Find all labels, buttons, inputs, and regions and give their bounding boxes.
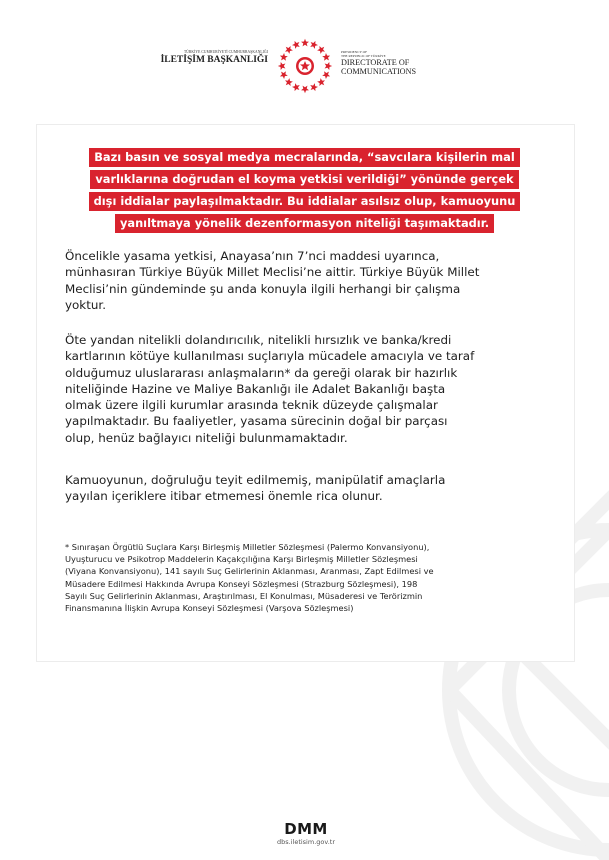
emblem-star-icon bbox=[310, 41, 318, 49]
paragraph-line: olup, henüz bağlayıcı niteliği bulunmamaktadır. bbox=[65, 430, 348, 445]
org-subtitle: TÜRKİYE CUMHURİYETİ CUMHURBAŞKANLIĞI bbox=[183, 50, 268, 54]
org-en-subtitle-1: PRESIDENCY OF bbox=[341, 50, 367, 54]
emblem-star-icon bbox=[278, 62, 286, 70]
paragraph-line: yoktur. bbox=[65, 297, 106, 312]
alert-highlight bbox=[50, 146, 559, 234]
paragraph-line: olduğumuz uluslararası anlaşmaların* da gereği olarak bir hazırlık bbox=[65, 365, 458, 380]
paragraph-public-request bbox=[65, 472, 545, 505]
alert-line: yanıltmaya yönelik dezenformasyon niteliği taşımaktadır. bbox=[115, 214, 494, 233]
org-en-title-2: COMMUNICATIONS bbox=[341, 66, 417, 76]
paragraph-line: yayılan içeriklere itibar etmemesi önemle rica olunur. bbox=[65, 489, 383, 504]
alert-line: dışı iddialar paylaşılmaktadır. Bu iddialar asılsız olup, kamuoyunu bbox=[89, 192, 521, 211]
header-right-org bbox=[341, 50, 481, 76]
header bbox=[0, 30, 609, 100]
paragraph-line: kartlarının kötüye kullanılması suçlarıyla mücadele amacıyla ve taraf bbox=[65, 349, 475, 364]
paragraph-line: münhasıran Türkiye Büyük Millet Meclisi’ne aittir. Türkiye Büyük Millet bbox=[65, 265, 480, 280]
footnote-line: Sayılı Suç Gelirlerinin Aklanması, Araştırılması, El Konulması, Müsaderesi ve Terörizmin bbox=[65, 590, 423, 601]
paragraph-line: niteliğinde Hazine ve Maliye Bakanlığı ile Adalet Bakanlığı başta bbox=[65, 381, 446, 396]
emblem-star-icon bbox=[292, 41, 300, 49]
footnote-line: Finansmanına İlişkin Avrupa Konseyi Sözleşmesi (Varşova Sözleşmesi) bbox=[65, 603, 354, 614]
paragraph-line: olmak üzere ilgili kurumlar arasında teknik düzeyde çalışmalar bbox=[65, 398, 438, 413]
emblem-star-icon bbox=[322, 71, 330, 79]
emblem-star-icon bbox=[322, 53, 330, 61]
alert-line: Bazı basın ve sosyal medya mecralarında, “savcılara kişilerin mal bbox=[89, 148, 520, 167]
footer-url[interactable]: dbs.iletisim.gov.tr bbox=[277, 838, 335, 846]
emblem-star-icon bbox=[292, 83, 300, 91]
paragraph-line: Meclisi’nin gündeminde şu anda konuyla ilgili herhangi bir çalışma bbox=[65, 281, 461, 296]
emblem-star-icon bbox=[317, 78, 325, 86]
paragraph-line: yapılmaktadır. Bu faaliyetler, yasama sürecinin doğal bir parçası bbox=[65, 414, 448, 429]
emblem-star-icon bbox=[280, 71, 288, 79]
footnote-line: * Sınıraşan Örgütlü Suçlara Karşı Birleşmiş Milletler Sözleşmesi (Palermo Konvansiyonu), bbox=[65, 542, 430, 552]
presidential-emblem-icon bbox=[273, 34, 337, 98]
footnote-line: Uyuşturucu ve Psikotrop Maddelerin Kaçakçılığına Karşı Birleşmiş Milletler Sözleşmesi bbox=[65, 554, 418, 565]
paragraph-line: Kamuoyunun, doğruluğu teyit edilmemiş, manipülatif amaçlarla bbox=[65, 473, 446, 487]
paragraph-legislative-authority bbox=[65, 248, 545, 313]
paragraph-line: Öte yandan nitelikli dolandırıcılık, nitelikli hırsızlık ve banka/kredi bbox=[65, 333, 452, 347]
emblem-star-icon bbox=[317, 46, 325, 54]
emblem-star-icon bbox=[280, 53, 288, 61]
emblem-star-icon bbox=[285, 78, 293, 86]
footnote bbox=[65, 541, 557, 614]
footnote-line: Müsadere Edilmesi Hakkında Avrupa Konseyi Sözleşmesi (Strazburg Sözleşmesi), 198 bbox=[65, 578, 418, 589]
emblem-star-icon bbox=[325, 62, 333, 70]
org-en-title-1: DIRECTORATE OF bbox=[341, 57, 410, 67]
alert-line: varlıklarına doğrudan el koyma yetkisi verildiği” yönünde gerçek bbox=[90, 170, 518, 189]
org-en-subtitle-2: THE REPUBLIC OF TÜRKİYE bbox=[341, 54, 386, 59]
emblem-star-icon bbox=[301, 86, 309, 94]
emblem-star-icon bbox=[310, 83, 318, 91]
paragraph-technical-work bbox=[65, 332, 545, 446]
org-title: İLETİŞİM BAŞKANLIĞI bbox=[160, 55, 268, 65]
emblem-star-icon bbox=[285, 46, 293, 54]
footer bbox=[262, 822, 350, 846]
paragraph-line: Öncelikle yasama yetkisi, Anayasa’nın 7’nci maddesi uyarınca, bbox=[65, 249, 440, 263]
dmm-logo: DMM bbox=[284, 820, 328, 838]
footnote-line: (Viyana Konvansiyonu), 141 sayılı Suç Gelirlerinin Aklanması, Aranması, Zapt Edilmesi ve bbox=[65, 566, 434, 577]
header-left-org bbox=[150, 50, 268, 65]
emblem-star-icon bbox=[301, 39, 309, 47]
